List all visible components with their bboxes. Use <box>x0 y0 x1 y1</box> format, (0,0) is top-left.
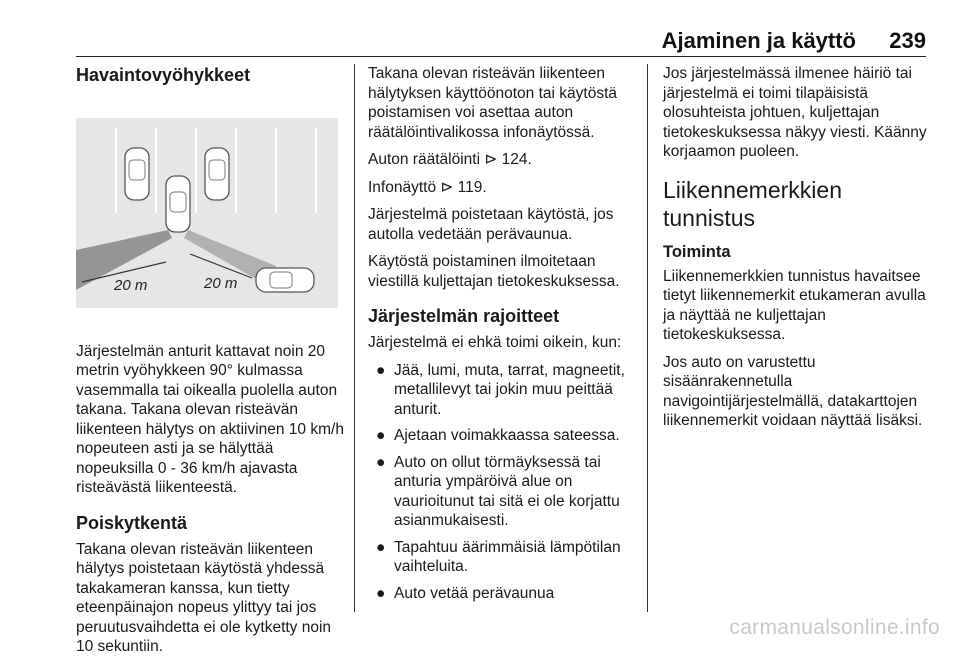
paragraph: Liikennemerkkien tunnistus havaitsee tietyt liikennemerkit etukameran avulla ja näyttää ne kuljettajan tietokeskuksessa. <box>663 267 926 343</box>
sub-heading: Poiskytkentä <box>76 512 188 533</box>
paragraph: Järjestelmä poistetaan käytöstä, jos autolla vedetään perävaunua. <box>368 206 614 243</box>
column-divider <box>647 64 648 612</box>
page-number: 239 <box>889 28 926 53</box>
limitations-list <box>368 361 630 604</box>
list-item: ● Tapahtuu äärimmäisiä lämpötilan vaihteluita. <box>376 538 621 575</box>
section-heading: Liikennemerkkien tunnistus <box>663 176 842 231</box>
column-3 <box>663 64 935 439</box>
bullet-icon: ● <box>376 538 386 556</box>
paragraph: Järjestelmä ei ehkä toimi oikein, kun: <box>368 334 622 351</box>
detection-zone-figure <box>76 118 338 308</box>
paragraph: Jos järjestelmässä ilmenee häiriö tai järjestelmä ei toimi tilapäisistä olosuhteista johtuen, kuljettajan tietokeskuksessa näkyy viesti. Käänny korjaamon puoleen. <box>663 65 927 160</box>
sub-heading: Toiminta <box>663 242 731 261</box>
bullet-icon: ● <box>376 427 386 444</box>
column-2 <box>368 64 630 610</box>
sub-heading: Järjestelmän rajoitteet <box>368 306 560 326</box>
watermark: carmanualsonline.info <box>729 616 940 639</box>
page-header <box>76 22 926 57</box>
paragraph: Takana olevan risteävän liikenteen hälytyksen käyttöönoton tai käytöstä poistamisen voi asettaa auton räätälöintivalikossa infonäytössä. <box>368 65 618 141</box>
list-item: ● Auto on ollut törmäyksessä tai anturia ympäröivä alue on vaurioitunut tai sitä ei ole korjattu asianmukaisesti. <box>376 453 620 529</box>
page-title: Ajaminen ja käyttö <box>661 28 856 53</box>
paragraph: Jos auto on varustettu sisäänrakennetulla navigointijärjestelmällä, datakarttojen liikennemerkit voidaan näyttää lisäksi. <box>663 353 923 429</box>
distance-label-left: 20 m <box>114 277 148 294</box>
list-item: ● Ajetaan voimakkaassa sateessa. <box>376 427 620 444</box>
bullet-icon: ● <box>376 361 386 379</box>
column-divider <box>354 64 355 612</box>
section-heading: Havaintovyöhykkeet <box>76 65 251 85</box>
cross-reference: Auton räätälöinti ⊳ 124. <box>368 151 532 168</box>
distance-label-right: 20 m <box>204 275 238 292</box>
bullet-icon: ● <box>376 584 386 602</box>
paragraph: Käytöstä poistaminen ilmoitetaan viestillä kuljettajan tietokeskuksessa. <box>368 253 620 290</box>
list-item: ● Jää, lumi, muta, tarrat, magneetit, metallilevyt tai jokin muu peittää anturit. <box>376 361 625 418</box>
list-item: ● Auto vetää perävaunua <box>376 584 555 602</box>
bullet-icon: ● <box>376 453 386 471</box>
paragraph: Takana olevan risteävän liikenteen hälytys poistetaan käytöstä yhdessä takakameran kanssa, kun tietty eteenpäinajon nopeus ylittyy tai jos peruutusvaihdetta ei ole kytketty noin 10 sekuntiin. <box>76 540 332 655</box>
paragraph: Järjestelmän anturit kattavat noin 20 metrin vyöhykkeen 90° kulmassa vasemmalla tai oikealla puolella auton takana. Takana olevan risteävän liikenteen hälytys on aktiivinen 10 km/h nopeuteen asti ja se hälyttää nopeuksilla 0 - 36 km/h ajavasta risteävästä liikenteestä. <box>76 342 344 496</box>
column-1 <box>76 64 344 665</box>
cross-reference: Infonäyttö ⊳ 119. <box>368 178 487 196</box>
